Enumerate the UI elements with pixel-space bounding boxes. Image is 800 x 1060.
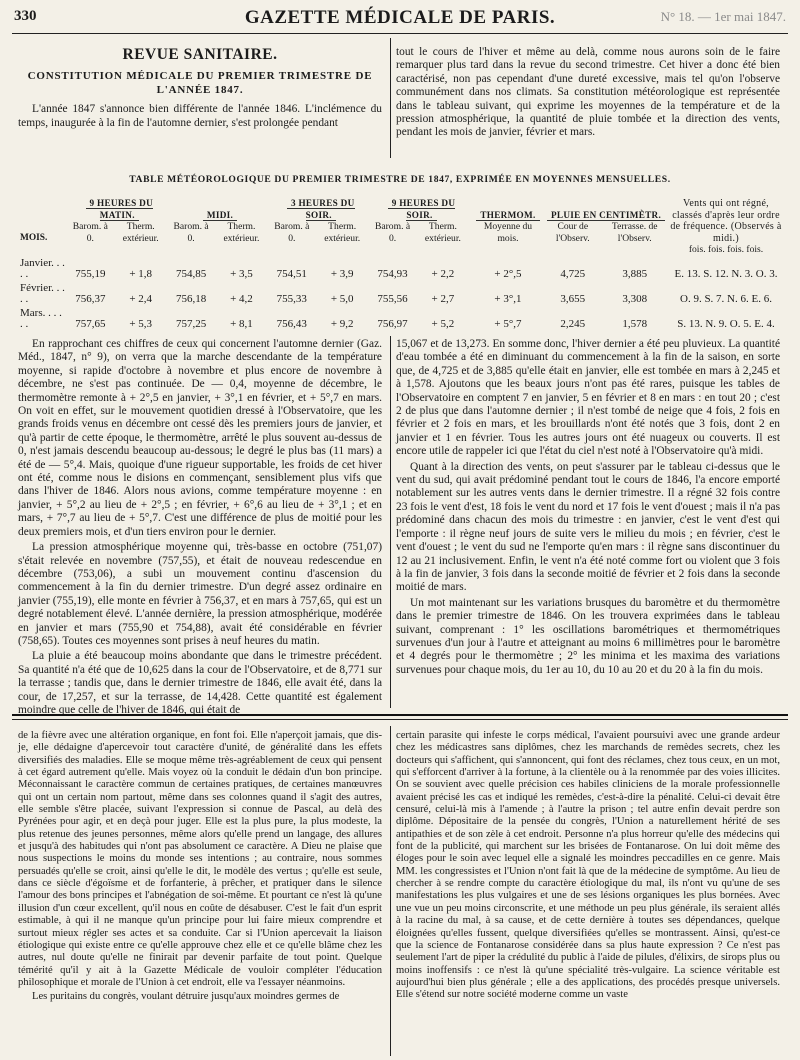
table-cell: E. 13. S. 12. N. 3. O. 3. [674,268,778,280]
table-cell: 757,25 [175,318,207,330]
table-cell: 755,56 [377,293,408,305]
table-row [18,281,784,306]
column-divider [390,336,391,708]
meteorological-table [18,198,784,331]
table-cell: + 2°,5 [494,268,522,280]
table-cell: 2,245 [560,318,586,330]
intro-paragraph: L'année 1847 s'annonce bien différente de l'année 1846. L'inclémence du temps, inaugurée à la fin de l'automne dernier, s'est prolongée pendant [18,103,382,129]
terrasse-header: Terrasse. de l'Observ. [611,221,658,244]
table-row [18,256,784,281]
table-cell: 755,33 [276,293,307,305]
table-cell: 756,43 [276,318,307,330]
group-vents: Vents qui ont régné, classés d'après leur ordre de fréquence. (Observés à midi.) [670,198,782,244]
group-9h-soir: 9 HEURES DU SOIR. [388,198,456,221]
table-cell: O. 9. S. 7. N. 6. E. 6. [680,293,772,305]
left-text-column [18,338,382,719]
table-cell: + 5,0 [330,293,354,305]
paragraph: Les puritains du congrès, voulant détruire jusqu'aux moindres germes de [32,991,340,1003]
table-cell: 3,885 [622,268,648,280]
paragraph: En rapprochant ces chiffres de ceux qui concernent l'automne dernier (Gaz. Méd., 1847, n° 9), on verra que la marche descendante de la température moyenne, si rapide d'octobre à novembre et plus encore de novembre à décembre, ne s'est pas continuée. De — 0,4, moyenne de décembre, le thermomètre remonte à + 2°,5 en janvier, + 3°,1 en février, et + 5°,7 en mars. On voit en effet, sur le mouvement quotidien dressé à l'Observatoire, que les grands froids venus en décembre ont cessé dès les premiers jours de janvier, et qu'à partir de cette époque, le thermomètre, arrêté le plus souvent au-dessus de 0, n'est jamais descendu beaucoup au-dessous; le degré le plus bas (11 mars) a été de — 5°,4. Mais, quoique d'une rigueur supportable, les froids de cet hiver ont été, comme nous le disions en commençant, sensiblement plus vifs que dans l'hiver de 1846. Alors nous avions, comme température moyenne : en janvier, + 5°,2 au lieu de + 2°,5 ; en février, + 6°,6 au lieu de + 3°,1 ; et en mars, + 7°,7 au lieu de + 5°,7. C'est une différence de plus de moitié pour les deux premiers mois, et d'un tiers environ pour le dernier. [18,338,382,538]
issue-date: N° 18. — 1er mai 1847. [660,9,786,24]
page-number: 330 [14,8,37,24]
feuilleton-rule-thin [12,719,788,720]
table-cell: 3,308 [622,293,648,305]
table-cell: + 1,8 [129,268,153,280]
table-cell: 755,19 [75,268,106,280]
feuilleton-rule [12,714,788,716]
feuilleton-right-column [396,730,780,1004]
table-cell: 756,37 [75,293,106,305]
article-subtitle: CONSTITUTION MÉDICALE DU PREMIER TRIMESTRE DE L'ANNÉE 1847. [27,70,373,97]
table-cell: + 9,2 [330,318,354,330]
paragraph: La pluie a été beaucoup moins abondante que dans le trimestre précédent. Sa quantité n'a été que de 10,625 dans la cour de l'Observatoire, et de 8,771 sur la terrasse ; tandis que, dans le dernier trimestre de 1846, elle avait été, dans la cour, de 17,257, et sur la terrasse, de 14,428. Cette quantité est également moindre que celle de l'hiver de 1846, qui était de [18,650,382,716]
barom-header: Barom. à 0. [274,221,310,244]
therm-header: Therm. extérieur. [122,221,159,244]
paragraph: La pression atmosphérique moyenne qui, très-basse en octobre (751,07) s'était relevée en novembre (757,55), et était de nouveau redescendue en décembre (753,06), a subi un mouvement continu d'ascension du commencement à la fin du dernier trimestre. D'un degré assez ordinaire en janvier (755,19), elle monte en février à 756,37, et en mars à 757,65, qui est un degré notablement élevé. L'année dernière, la pression atmosphérique, modérée en janvier et mars (755,90 et 754,88), avait été considérable en février (758,65). Toutes ces moyennes sont prises à neuf heures du matin. [18,541,382,647]
intro-continuation: tout le cours de l'hiver et même au delà, comme nous aurons soin de le faire remarquer plus tard dans la revue du second trimestre. Cet hiver a donc été bien caractérisé, non pas cependant d'une dureté excessive, mais tel qu'on l'observe communément dans nos climats. Sa constitution météorologique est représentée dans le tableau suivant, qui exprime les moyennes de la température et de la pression atmosphérique, la quantité de pluie tombée et la direction des vents, pendant les mois de janvier, février et mars. [396,46,780,139]
moyenne-header: Moyenne du mois. [483,221,533,244]
table-row [18,306,784,331]
table-cell: 754,51 [276,268,307,280]
month-cell: Janvier. . . . . [20,256,65,280]
barom-header: Barom. à 0. [374,221,411,244]
table-cell: 756,18 [175,293,207,305]
table-cell: + 2,4 [129,293,153,305]
month-cell: Février. . . . . [20,281,65,305]
barom-header: Barom. à 0. [173,221,209,244]
month-cell: Mars. . . . . . [20,306,62,330]
right-text-column [396,338,780,679]
table-cell: + 5,3 [129,318,153,330]
header-rule [12,33,788,34]
table-cell: 754,93 [377,268,408,280]
column-divider [390,726,391,1056]
column-divider [390,38,391,158]
therm-header: Therm. extérieur. [223,221,260,244]
fois-row [18,244,784,256]
mois-header: MOIS. [20,232,48,243]
section-title: REVUE SANITAIRE. [122,46,278,63]
table-cell: 754,85 [175,268,207,280]
table-cell: 3,655 [560,293,586,305]
group-thermom: THERMOM. [476,210,539,221]
table-cell: + 4,2 [230,293,253,305]
feuilleton-left-column [18,730,382,1006]
table-title: TABLE MÉTÉOROLOGIQUE DU PREMIER TRIMESTRE DE 1847, EXPRIMÉE EN MOYENNES MENSUELLES. [129,174,671,185]
table-group-header [18,198,784,221]
paragraph: certain parasite qui infeste le corps médical, l'avaient poursuivi avec une grande ardeur chez les médicastres sans diplômes, chez les marchands de remèdes secrets, chez les docteurs qui s'affichent, qui s'annoncent, qui font des réclames, chez tous ceux, en un mot, qui s'efforcent d'arriver à la fortune, à la clientèle ou à la renommée par des voies illicites. On se souvient avec quelle précision ces habiles cliniciens de la morale professionnelle avaient précisé les cas et indiqué les remèdes, c'est-à-dire la pénalité. Celui-ci devait être censuré, celui-là mis à l'amende ; à l'autre la prison ; tel autre enfin devait perdre son diplôme. Dépositaire de la pensée du congrès, l'Union a naturellement hérité de ses antipathies et de son zèle à cet endroit. Personne n'a plus horreur qu'elle des médecins qui font de la publicité, qui marchent sur les brisées de Fontanarose. On lui doit même des éloges pour le soin avec lequel elle a signalé les moindres peccadilles en ce genre. Mais MM. les congressistes et l'Union n'ont fait là que de la médecine de symptôme. Au lieu de chercher à se rendre compte du caractère étiologique du mal, ils n'ont vu qu'une de ses manifestations les plus vulgaires et une de ses lésions organiques les plus bornées. Avec une vue un peu moins circonscrite, et une méthode un peu plus générale, ils seraient allés à la racine du mal, à sa cause, et de cette dernière à toutes ses dépendances, quelque éloignées qu'elles fussent, quelque diversifiées qu'elles se montrassent. Ainsi, qu'est-ce que la science de Fontanarose considérée dans sa plus haute expression ? Ce n'est pas seulement l'art de piper la crédulité du public à l'aide de pilules, d'élixirs, de sirops plus ou moins inoffensifs : ce n'est là qu'une spécialité très-vulgaire. La science véritable est aujourd'hui bien plus générale ; elle a des applications, des procédés presque universels. Elle s'étend sur notre société moderne comme un vaste [396,730,780,1001]
paragraph: Un mot maintenant sur les variations brusques du baromètre et du thermomètre dans le premier trimestre de 1846. On les trouvera exprimées dans le tableau suivant, comprenant : 1° les oscillations barométriques et thermométriques survenues d'un jour à l'autre et atteignant au moins 6 millimètres pour le baromètre et 4 degrés pour le thermomètre ; 2° les minima et les maxima des variations survenues pour chaque mois, du 1er au 10, du 10 au 20 et du 20 à la fin du mois. [396,596,780,676]
table-cell: + 3°,1 [494,293,522,305]
paragraph: Quant à la direction des vents, on peut s'assurer par le tableau ci-dessus que le vent du sud, qui avait prédominé pendant tout le cours de 1846, l'a encore emporté notablement sur les autres vents dans le dernier trimestre. Il a régné 32 fois contre 23 fois le vent d'est, 18 fois le vent du nord et 17 fois le vent d'ouest ; mais il n'a pas prédominé dans chacun des mois du trimestre : en janvier, c'est le vent d'est qui l'emporte : il règne neuf jours de suite vers le milieu du mois ; en février, c'est le vent d'ouest ; le vent du sud ne l'emporte qu'en mars : il règne sans discontinuer du 12 au 21 inclusivement. Enfin, le vent n'a été noté comme fort ou violent que 3 fois à la fin de janvier, 3 fois dans la seconde moitié de février et 2 fois dans la seconde moitié de mars. [396,460,780,594]
paragraph: 15,067 et de 13,273. En somme donc, l'hiver dernier a été peu pluvieux. La quantité d'eau tombée a été en diminuant du commencement à la fin de la saison, en sorte que, de 4,725 et de 3,885 qu'elle était en janvier, elle est tombée en mars à 2,245 et à 1,578. Ajoutons que les beaux jours n'ont pas été rares, puisque les tables de l'Observatoire en comptent 7 en janvier, 5 en février et 8 en mars : en tout 20 ; c'est 2 de plus que dans l'automne dernier ; il n'est tombé de neige que 4 fois, 2 fois en février et 2 fois en mars, et les brouillards n'ont été notés que 3 fois, dont 2 en janvier et 1 en février. Tous les autres jours ont été nuageux ou couverts. Il est encore utile de rappeler ici que l'état du ciel n'est noté à l'Observatoire qu'à midi. [396,338,780,458]
article-intro-continued [396,46,780,142]
journal-title: GAZETTE MÉDICALE DE PARIS. [244,7,556,28]
table-cell: + 5°,7 [494,318,522,330]
table-cell: 757,65 [75,318,106,330]
table-cell: + 2,2 [431,268,455,280]
table-cell: + 5,2 [431,318,455,330]
therm-header: Therm. extérieur. [324,221,361,244]
group-midi: MIDI. [203,210,237,221]
table-cell: S. 13. N. 9. O. 5. E. 4. [677,318,775,330]
group-pluie: PLUIE EN CENTIMÈTR. [547,210,665,221]
group-3h-soir: 3 HEURES DU SOIR. [287,198,355,221]
therm-header: Therm. extérieur. [424,221,461,244]
fois-header: fois. fois. fois. fois. [688,244,764,255]
table-cell: 4,725 [560,268,586,280]
table-cell: + 8,1 [230,318,253,330]
paragraph: de la fièvre avec une altération organique, en font foi. Elle n'aperçoit jamais, que dis-je, elle dédaigne d'apercevoir tout caractère d'unité, de généralité dans les effets diversifiés des maladies. Elle se moque même très-agréablement de ceux qui pensent à cet égard autrement qu'elle. Mais voyez où la conduit le dédain d'un bon principe. Méconnaissant le caractère commun de certaines pratiques, de certaines manœuvres qui ont un certain nom partout, même dans ses colonnes quand il s'agit des autres, elle semble s'être placée, suivant l'expression si connue de Pascal, au delà des Pyrénées pour agir, et en deçà pour juger. Elle est la plus pure, la plus modeste, la plus retenue des jeunes personnes, même alors qu'elle prend un langage, des allures et jusqu'à des habitudes qui n'ont pas absolument ce caractère. A Dieu ne plaise que nous suspections le moins du monde ses intentions ; au contraire, nous sommes persuadés qu'elle se croit, ainsi qu'elle le dit, le modèle des vertus ; qu'elle est seule, dans ce siècle d'égoïsme et de forfanterie, à prêcher, et pratiquer dans le silence l'amour des bons principes et l'abnégation de soi-même. Et pourtant ce n'est là qu'une illusion d'un cœur excellent, qu'il nous en coûte de désabuser. C'est le fait d'un esprit estimable, à qui il ne manque qu'un principe pour lui faire mieux comprendre et surtout mieux régler ses actes et sa conduite. Car si l'Union apercevait la liaison étiologique qui existe entre ce qu'elle approuve chez elle et ce qu'elle blâme chez les autres, nul doute qu'elle ne finirait par devenir parfaite de tout point. Quelque témérité qu'il y ait à la Gazette Médicale de vouloir compléter l'éducation philosophique et morale de l'Union à cet endroit, elle va l'essayer néanmoins. [18,730,382,988]
article-intro-column [18,46,382,132]
table-cell: + 3,5 [230,268,253,280]
table-cell: 756,97 [377,318,408,330]
page-header [14,6,786,30]
cour-header: Cour de l'Observ. [555,221,590,244]
table-cell: + 3,9 [330,268,354,280]
table-cell: 1,578 [622,318,648,330]
barom-header: Barom. à 0. [72,221,108,244]
table-cell: + 2,7 [431,293,455,305]
group-9h-matin: 9 HEURES DU MATIN. [86,198,154,221]
